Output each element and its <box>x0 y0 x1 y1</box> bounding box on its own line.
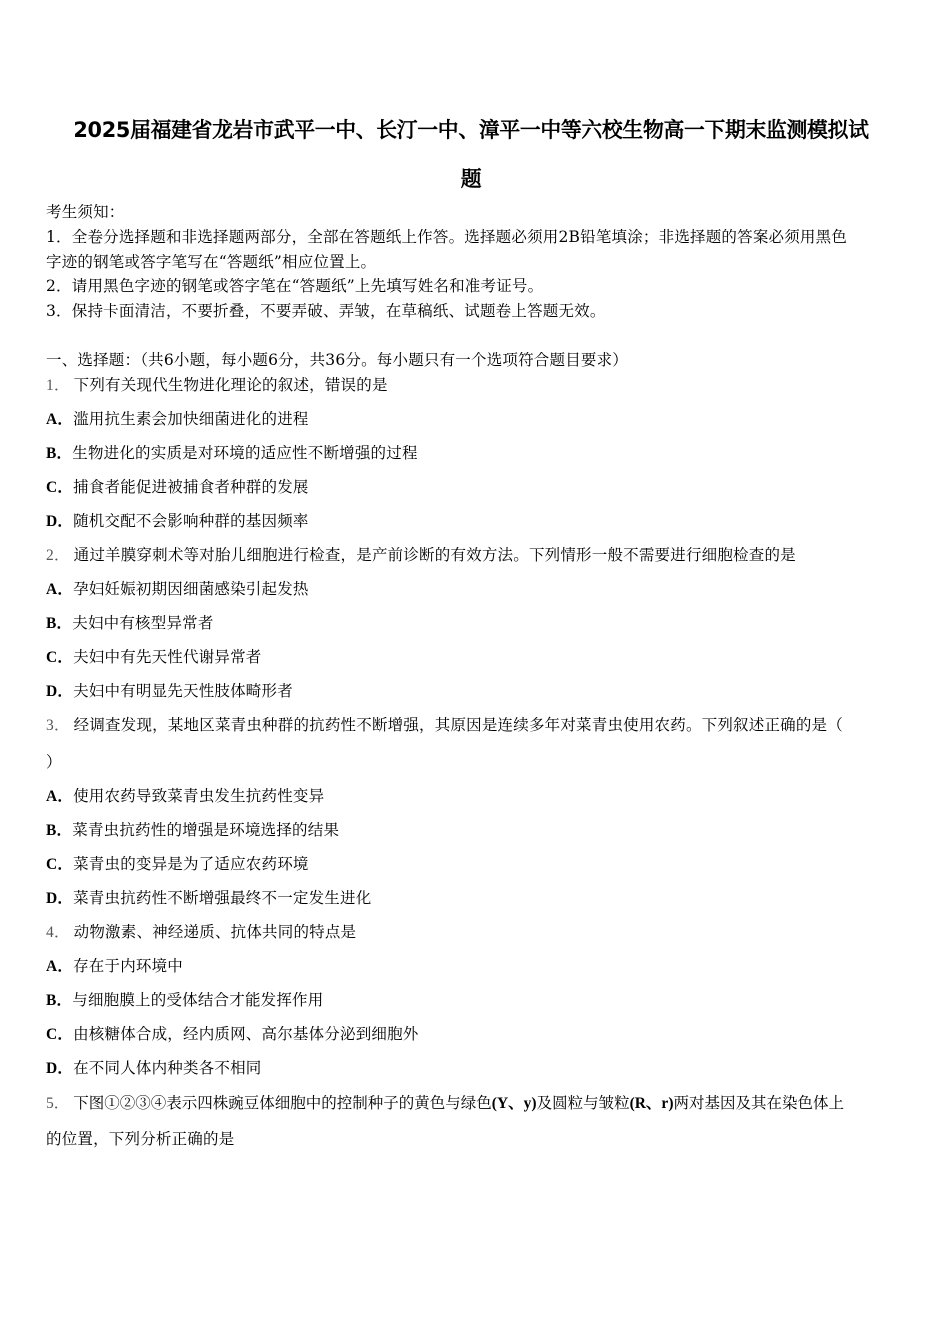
option-letter: D． <box>46 683 74 700</box>
notice-item: 3．保持卡面清洁，不要折叠，不要弄破、弄皱，在草稿纸、试题卷上答题无效。 <box>46 302 606 320</box>
question-text: 通过羊膜穿刺术等对胎儿细胞进行检查，是产前诊断的有效方法。下列情形一般不需要进行细胞检查的是 <box>73 546 796 564</box>
option-text: 滥用抗生素会加快细菌进化的进程 <box>73 410 309 428</box>
gene-label-rr: (R、r) <box>629 1095 674 1112</box>
option-letter: D． <box>46 1060 74 1077</box>
option-text: 孕妇妊娠初期因细菌感染引起发热 <box>73 580 309 598</box>
option-letter: B． <box>46 822 73 839</box>
option-letter: B． <box>46 615 73 632</box>
question-5-stem-continued: 的位置，下列分析正确的是 <box>46 1130 235 1148</box>
option-text: 捕食者能促进被捕食者种群的发展 <box>73 478 309 496</box>
option-b <box>46 443 418 464</box>
notice-item: 1．全卷分选择题和非选择题两部分，全部在答题纸上作答。选择题必须用2B铅笔填涂；非选择题的答案必须用黑色 <box>46 228 848 246</box>
option-letter: A． <box>46 958 74 975</box>
question-text: 动物激素、神经递质、抗体共同的特点是 <box>73 923 357 941</box>
option-text: 生物进化的实质是对环境的适应性不断增强的过程 <box>72 444 418 462</box>
option-letter: A． <box>46 581 74 598</box>
option-text: 随机交配不会影响种群的基因频率 <box>73 512 309 530</box>
option-d <box>46 681 293 702</box>
question-2-stem <box>46 545 796 566</box>
option-text: 夫妇中有先天性代谢异常者 <box>73 648 262 666</box>
notice-item: 字迹的钢笔或答字笔写在“答题纸”相应位置上。 <box>46 253 377 271</box>
option-text: 夫妇中有核型异常者 <box>72 614 214 632</box>
question-text: 及圆粒与皱粒 <box>536 1094 630 1112</box>
option-letter: B． <box>46 445 73 462</box>
question-1-stem <box>46 375 388 396</box>
option-b <box>46 990 323 1011</box>
option-text: 由核糖体合成，经内质网、高尔基体分泌到细胞外 <box>73 1025 419 1043</box>
option-letter: B． <box>46 992 73 1009</box>
document-title-line-1: 2025届福建省龙岩市武平一中、长汀一中、漳平一中等六校生物高一下期末监测模拟试 <box>73 118 869 142</box>
question-number: 1． <box>46 377 70 394</box>
option-text: 使用农药导致菜青虫发生抗药性变异 <box>73 787 325 805</box>
option-d <box>46 888 371 909</box>
option-letter: C． <box>46 649 74 666</box>
notice-item: 2．请用黑色字迹的钢笔或答字笔在“答题纸”上先填写姓名和准考证号。 <box>46 277 544 295</box>
option-letter: C． <box>46 856 74 873</box>
option-text: 夫妇中有明显先天性肢体畸形者 <box>73 682 293 700</box>
option-c <box>46 647 262 668</box>
question-text: 经调查发现，某地区菜青虫种群的抗药性不断增强，其原因是连续多年对菜青虫使用农药。下列叙述正确的是（ <box>73 716 843 734</box>
option-letter: D． <box>46 890 74 907</box>
option-letter: C． <box>46 1026 74 1043</box>
notice-heading: 考生须知： <box>46 203 125 221</box>
option-text: 菜青虫抗药性不断增强最终不一定发生进化 <box>73 889 372 907</box>
option-text: 菜青虫抗药性的增强是环境选择的结果 <box>72 821 340 839</box>
option-letter: A． <box>46 411 74 428</box>
gene-label-yy: (Y、y) <box>491 1095 537 1112</box>
section-heading: 一、选择题：（共6小题，每小题6分，共36分。每小题只有一个选项符合题目要求） <box>46 351 628 369</box>
question-text: 两对基因及其在染色体上 <box>673 1094 844 1112</box>
question-4-stem <box>46 922 356 943</box>
option-c <box>46 477 309 498</box>
document-title-line-2: 题 <box>460 167 482 191</box>
option-d <box>46 511 309 532</box>
option-a <box>46 786 324 807</box>
question-3-stem <box>46 715 843 736</box>
option-text: 菜青虫的变异是为了适应农药环境 <box>73 855 309 873</box>
question-5-stem <box>46 1093 844 1114</box>
option-c <box>46 854 309 875</box>
option-text: 与细胞膜上的受体结合才能发挥作用 <box>72 991 324 1009</box>
option-b <box>46 613 214 634</box>
question-number: 3． <box>46 717 70 734</box>
option-c <box>46 1024 419 1045</box>
option-d <box>46 1058 262 1079</box>
question-text: 下列有关现代生物进化理论的叙述，错误的是 <box>73 376 388 394</box>
option-text: 在不同人体内种类各不相同 <box>73 1059 262 1077</box>
question-text: 下图①②③④表示四株豌豆体细胞中的控制种子的黄色与绿色 <box>73 1094 492 1112</box>
option-a <box>46 956 183 977</box>
option-text: 存在于内环境中 <box>73 957 183 975</box>
option-letter: C． <box>46 479 74 496</box>
option-a <box>46 579 309 600</box>
option-a <box>46 409 309 430</box>
question-3-stem-continued: ） <box>46 753 62 771</box>
question-number: 2． <box>46 547 70 564</box>
question-number: 5． <box>46 1095 70 1112</box>
option-letter: A． <box>46 788 74 805</box>
option-b <box>46 820 339 841</box>
question-number: 4． <box>46 924 70 941</box>
option-letter: D． <box>46 513 74 530</box>
